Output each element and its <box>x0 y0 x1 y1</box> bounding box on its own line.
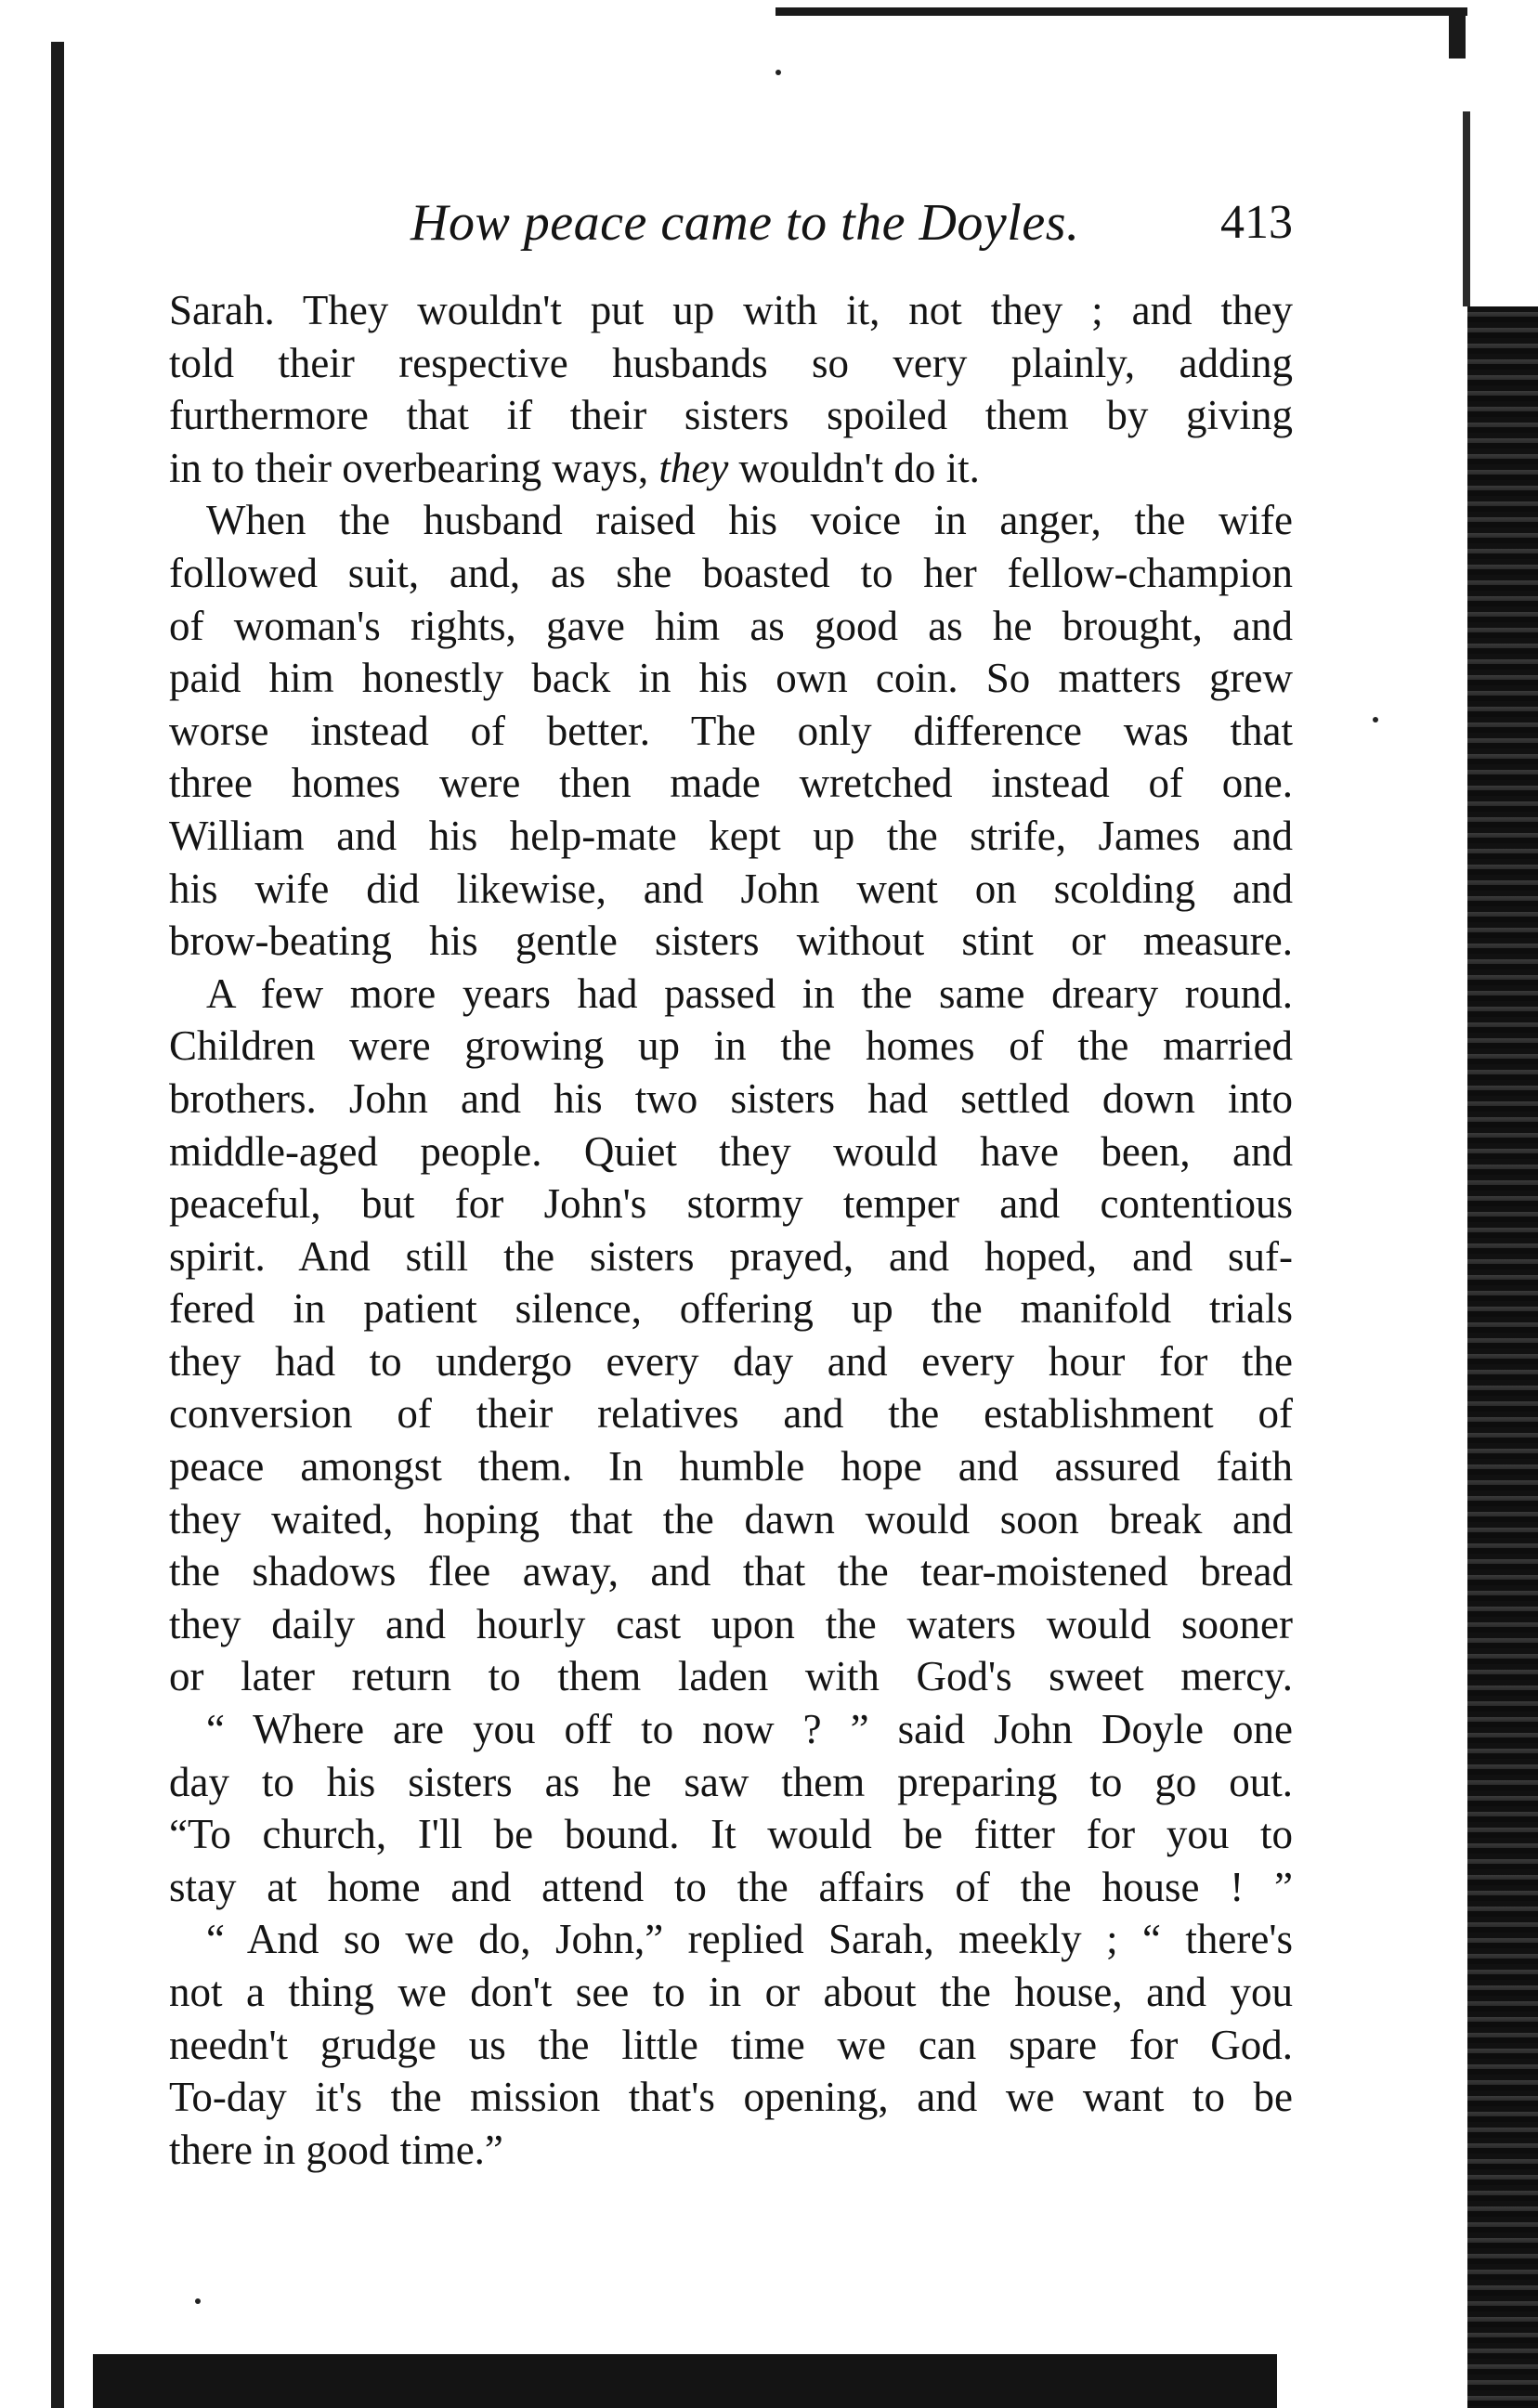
body-text <box>169 284 1293 2176</box>
scan-border-right <box>1467 306 1538 2408</box>
text-line: followed suit, and, as she boasted to her fellow-champion <box>169 549 1293 596</box>
text-run: wouldn't do it. <box>728 444 980 491</box>
text-line: conversion of their relatives and the establishment of <box>169 1390 1293 1438</box>
text-line: furthermore that if their sisters spoiled them by giving <box>169 392 1293 439</box>
paragraph <box>169 494 1293 967</box>
italic-emphasis: they <box>658 444 729 491</box>
text-line: the shadows flee away, and that the tear-moistened bread <box>169 1548 1293 1595</box>
text-line: Children were growing up in the homes of the married <box>169 1022 1293 1070</box>
text-line: they daily and hourly cast upon the waters would sooner <box>169 1600 1293 1647</box>
paragraph <box>169 284 1293 494</box>
scan-border-bottom <box>93 2354 1277 2408</box>
running-head <box>169 193 1293 258</box>
text-line: his wife did likewise, and John went on scolding and <box>169 865 1293 912</box>
text-line: not a thing we don't see to in or about the house, and you <box>169 1969 1293 2015</box>
text-line: three homes were then made wretched instead of one. <box>169 760 1293 807</box>
paragraph <box>169 1703 1293 1913</box>
text-line: When the husband raised his voice in anger, the wife <box>206 497 1293 544</box>
text-line: A few more years had passed in the same dreary round. <box>206 970 1293 1017</box>
scan-border-right-upper <box>1463 111 1470 306</box>
text-line: stay at home and attend to the affairs of the house ! ” <box>169 1863 1293 1910</box>
scan-speck <box>776 70 781 75</box>
text-line: or later return to them laden with God's sweet mercy. <box>169 1653 1293 1700</box>
text-line: of woman's rights, gave him as good as he brought, and <box>169 602 1293 649</box>
text-line: brothers. John and his two sisters had settled down into <box>169 1074 1293 1122</box>
text-line: fered in patient silence, offering up the manifold trials <box>169 1285 1293 1333</box>
text-line: “ And so we do, John,” replied Sarah, meekly ; “ there's <box>206 1916 1293 1963</box>
text-line: worse instead of better. The only difference was that <box>169 707 1293 754</box>
scan-speck <box>1373 717 1378 722</box>
text-line: “To church, I'll be bound. It would be fitter for you to <box>169 1811 1293 1858</box>
text-line: needn't grudge us the little time we can spare for God. <box>169 2021 1293 2068</box>
text-line: told their respective husbands so very plainly, adding <box>169 339 1293 386</box>
scan-speck <box>195 2298 201 2304</box>
text-line: peaceful, but for John's stormy temper and contentious <box>169 1180 1293 1228</box>
text-line: To-day it's the mission that's opening, and we want to be <box>169 2074 1293 2121</box>
paragraph <box>169 1913 1293 2176</box>
text-line: day to his sisters as he saw them preparing to go out. <box>169 1758 1293 1805</box>
text-line: they had to undergo every day and every hour for the <box>169 1337 1293 1385</box>
scan-border-left <box>51 42 64 2408</box>
page-number: 413 <box>1220 196 1293 249</box>
text-line: peace amongst them. In humble hope and assured faith <box>169 1443 1293 1490</box>
running-head-title: How peace came to the Doyles. <box>411 194 1080 252</box>
text-line: middle-aged people. Quiet they would have been, and <box>169 1127 1293 1175</box>
scan-border-top <box>776 7 1467 16</box>
paragraph <box>169 968 1293 1703</box>
text-line: paid him honestly back in his own coin. So matters grew <box>169 655 1293 702</box>
text-run: in to their overbearing ways, <box>169 444 659 491</box>
text-line <box>169 442 1293 495</box>
scan-border-top-corner <box>1449 7 1466 59</box>
text-line: they waited, hoping that the dawn would soon break and <box>169 1495 1293 1542</box>
text-line: William and his help-mate kept up the strife, James and <box>169 812 1293 859</box>
text-line: “ Where are you off to now ? ” said John Doyle one <box>206 1706 1293 1753</box>
text-line: spirit. And still the sisters prayed, and hoped, and suf- <box>169 1232 1293 1280</box>
text-line: brow-beating his gentle sisters without stint or measure. <box>169 918 1293 965</box>
text-line: Sarah. They wouldn't put up with it, not they ; and they <box>169 287 1293 333</box>
text-line: there in good time.” <box>169 2126 503 2173</box>
